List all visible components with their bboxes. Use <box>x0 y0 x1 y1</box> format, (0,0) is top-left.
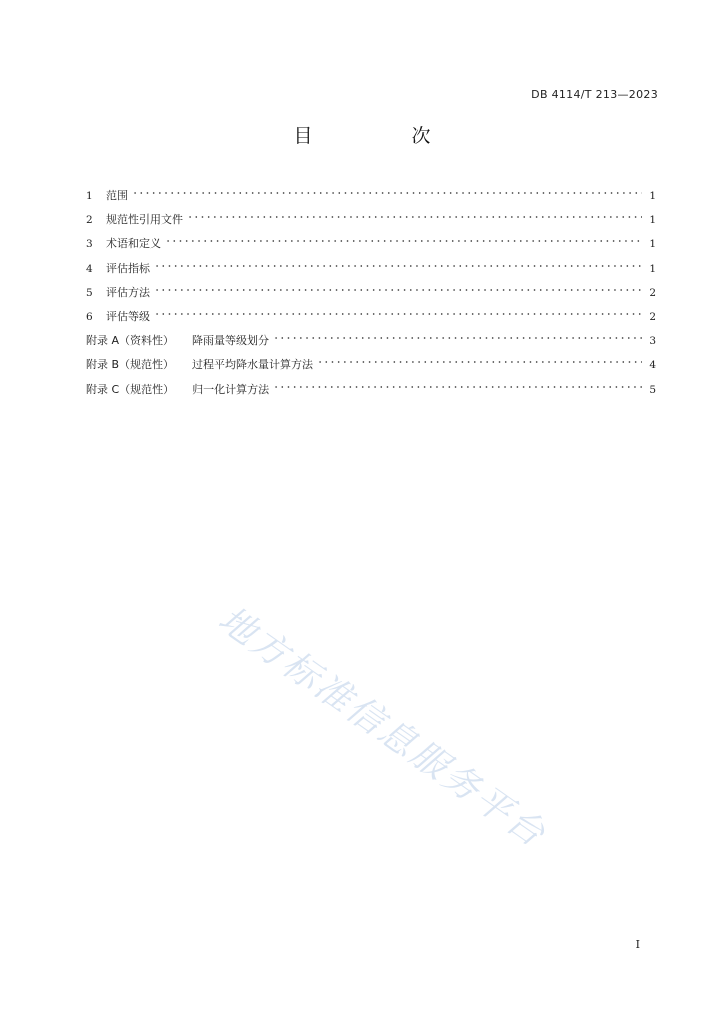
toc-entry-number: 4 <box>86 262 93 275</box>
toc-entry[interactable] <box>86 184 656 208</box>
toc-entry-number: 3 <box>86 238 93 251</box>
toc-entry-title: 规范性引用文件 <box>106 213 183 227</box>
toc-entry-page: 1 <box>649 190 656 202</box>
toc-title: 目 次 <box>293 125 471 147</box>
toc-annex-label: 附录 A（资料性） <box>86 334 175 348</box>
toc-leader-dots <box>317 359 642 365</box>
toc-entry-number: 2 <box>86 214 93 227</box>
toc-entry-title: 评估方法 <box>106 285 150 299</box>
toc-leader-dots <box>154 287 642 293</box>
toc-entry-number: 1 <box>86 190 93 202</box>
toc-entry-page: 1 <box>649 262 656 275</box>
toc-entry-title: 术语和定义 <box>106 237 161 251</box>
toc-annex-title: 过程平均降水量计算方法 <box>192 358 314 372</box>
toc-annex-label: 附录 B（规范性） <box>86 358 175 372</box>
toc-entry[interactable] <box>86 208 656 232</box>
toc-leader-dots <box>154 263 642 269</box>
toc-leader-dots <box>273 384 642 390</box>
watermark: 地方标准信息服务平台 <box>210 598 554 857</box>
table-of-contents <box>86 184 656 402</box>
toc-leader-dots <box>132 190 642 196</box>
toc-entry-number: 5 <box>86 286 93 299</box>
toc-leader-dots <box>154 311 642 317</box>
toc-leader-dots <box>273 335 642 341</box>
toc-entry-number: 6 <box>86 310 93 323</box>
toc-annex-page: 4 <box>649 359 656 372</box>
toc-entry-page: 1 <box>649 214 656 227</box>
toc-annex-entry[interactable] <box>86 329 656 353</box>
page-number: I <box>635 938 640 951</box>
toc-entry[interactable] <box>86 257 656 281</box>
toc-entry-page: 2 <box>649 286 656 299</box>
toc-entry-title: 评估等级 <box>106 309 150 323</box>
toc-annex-entry[interactable] <box>86 378 656 402</box>
toc-annex-page: 3 <box>649 335 656 348</box>
toc-annex-label: 附录 C（规范性） <box>86 382 175 396</box>
toc-entry-title: 评估指标 <box>106 261 150 275</box>
toc-leader-dots <box>165 238 642 244</box>
toc-entry[interactable] <box>86 232 656 256</box>
toc-entry[interactable] <box>86 305 656 329</box>
toc-annex-entry[interactable] <box>86 353 656 377</box>
toc-annex-title: 归一化计算方法 <box>192 382 270 396</box>
toc-annex-title: 降雨量等级划分 <box>192 334 270 348</box>
toc-annex-page: 5 <box>649 383 656 396</box>
toc-leader-dots <box>187 214 642 220</box>
toc-entry-page: 1 <box>649 238 656 251</box>
toc-entry-page: 2 <box>649 310 656 323</box>
document-code: DB 4114/T 213—2023 <box>531 88 658 101</box>
toc-entry[interactable] <box>86 281 656 305</box>
toc-entry-title: 范围 <box>106 189 128 202</box>
